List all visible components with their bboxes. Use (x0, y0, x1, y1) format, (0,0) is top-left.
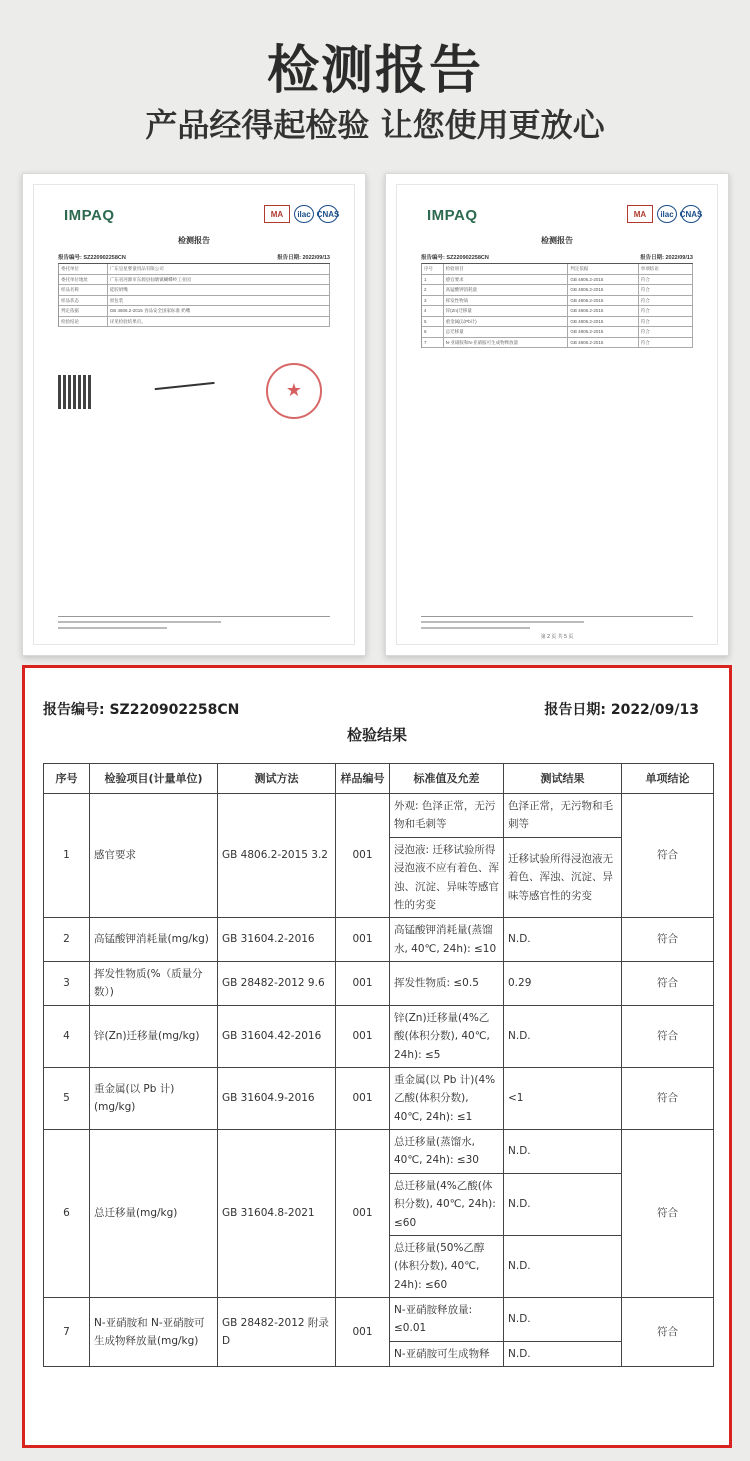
thumbnail-table-cell: 样品名称 (59, 285, 108, 295)
standard-value: 总迁移量(蒸馏水, 40℃, 24h): ≤30 (390, 1130, 504, 1174)
thumbnail-table-row (59, 317, 330, 328)
thumbnail-table-cell: 高锰酸钾消耗量 (444, 285, 569, 295)
thumbnail-table-row (422, 285, 693, 296)
test-result: N.D. (504, 1298, 622, 1342)
thumbnail-table-cell: 1 (422, 275, 444, 285)
standard-value: N-亚硝胺可生成物释 (390, 1341, 504, 1366)
thumbnail-table-cell: 2 (422, 285, 444, 295)
row-number: 1 (44, 794, 90, 918)
thumbnail-table-cell: 判定依据 (59, 306, 108, 316)
standard-value: 锌(Zn)迁移量(4%乙酸(体积分数), 40℃, 24h): ≤5 (390, 1005, 504, 1067)
signature-icon (153, 370, 214, 390)
test-result: <1 (504, 1067, 622, 1129)
thumbnail-table-cell: 详见检验结果页。 (108, 317, 330, 327)
table-row (44, 794, 714, 838)
thumbnail-table-cell: 广东省河源市东源县仙塘镇蝴蝶岭工业园 (108, 275, 330, 285)
test-method: GB 31604.8-2021 (218, 1130, 336, 1298)
impaq-logo: IMPAQ (64, 207, 115, 224)
report-thumbnail-summary (385, 173, 729, 656)
column-header: 样品编号 (336, 764, 390, 794)
sample-number: 001 (336, 1005, 390, 1067)
test-result: N.D. (504, 918, 622, 962)
thumbnail-table-row (422, 338, 693, 349)
sample-number: 001 (336, 1130, 390, 1298)
thumbnail-table-cell: 符合 (639, 275, 693, 285)
standard-value: 外观: 色泽正常，无污物和毛刺等 (390, 794, 504, 838)
thumbnail-table-cell: 7 (422, 338, 444, 348)
thumbnail-table-cell: GB 4806.2-2015 (568, 317, 638, 327)
thumbnail-table-row (59, 306, 330, 317)
thumbnail-footer (58, 616, 330, 630)
test-item: 锌(Zn)迁移量(mg/kg) (90, 1005, 218, 1067)
thumbnail-table-row (422, 306, 693, 317)
cma-mark-icon: MA (627, 205, 653, 223)
standard-value: 总迁移量(50%乙醇(体积分数), 40℃, 24h): ≤60 (390, 1235, 504, 1297)
thumbnail-table-cell: 原包装 (108, 296, 330, 306)
thumbnail-meta (58, 253, 330, 261)
column-header: 测试结果 (504, 764, 622, 794)
item-conclusion: 符合 (622, 794, 714, 918)
thumbnail-table-cell: 6 (422, 327, 444, 337)
result-header (43, 699, 699, 719)
row-number: 7 (44, 1298, 90, 1367)
thumbnail-table-cell: 锌(Zn)迁移量 (444, 306, 569, 316)
row-number: 2 (44, 918, 90, 962)
thumbnail-table-cell: GB 4806.2-2015 (568, 338, 638, 348)
sample-number: 001 (336, 794, 390, 918)
thumbnail-table-cell: GB 4806.2-2015 食品安全国家标准 奶嘴 (108, 306, 330, 316)
table-header-row (44, 764, 714, 794)
row-number: 6 (44, 1130, 90, 1298)
thumbnail-table-row (422, 327, 693, 338)
thumbnail-title: 检测报告 (178, 236, 210, 245)
thumbnail-table-cell: 符合 (639, 327, 693, 337)
thumbnail-table-cell: 广东皇星婴童用品有限公司 (108, 264, 330, 274)
test-result: 迁移试验所得浸泡液无着色、浑浊、沉淀、异味等感官性的劣变 (504, 837, 622, 918)
report-number: 报告编号: SZ220902258CN (43, 702, 240, 718)
page-title: 检测报告 (266, 41, 483, 101)
standard-value: 重金属(以 Pb 计)(4%乙酸(体积分数), 40℃, 24h): ≤1 (390, 1067, 504, 1129)
test-method: GB 28482-2012 9.6 (218, 962, 336, 1006)
ilac-mark-icon: ilac (294, 205, 314, 223)
test-method: GB 28482-2012 附录 D (218, 1298, 336, 1367)
sample-number: 001 (336, 1067, 390, 1129)
column-header: 单项结论 (622, 764, 714, 794)
standard-value: 高锰酸钾消耗量(蒸馏水, 40℃, 24h): ≤10 (390, 918, 504, 962)
thumbnail-table-cell: 符合 (639, 317, 693, 327)
thumbnail-table-row (59, 296, 330, 307)
test-result: 色泽正常，无污物和毛刺等 (504, 794, 622, 838)
thumbnail-report-no: 报告编号: SZ220902258CN (421, 255, 489, 261)
thumbnail-report-no: 报告编号: SZ220902258CN (58, 255, 126, 261)
report-date: 报告日期: 2022/09/13 (544, 702, 699, 718)
cma-mark-icon: MA (264, 205, 290, 223)
test-result-section (22, 665, 732, 1448)
thumbnail-table-cell: GB 4806.2-2015 (568, 306, 638, 316)
row-number: 4 (44, 1005, 90, 1067)
sample-number: 001 (336, 918, 390, 962)
thumbnail-table-cell: 4 (422, 306, 444, 316)
thumbnail-table-cell: 检验结论 (59, 317, 108, 327)
test-item: 感官要求 (90, 794, 218, 918)
certification-marks (264, 205, 338, 223)
thumbnail-table-cell: 单项结论 (639, 264, 693, 274)
sample-number: 001 (336, 1298, 390, 1367)
test-method: GB 4806.2-2015 3.2 (218, 794, 336, 918)
item-conclusion: 符合 (622, 1130, 714, 1298)
thumbnail-table-row (59, 275, 330, 286)
table-row (44, 1067, 714, 1129)
test-result: N.D. (504, 1341, 622, 1366)
test-method: GB 31604.2-2016 (218, 918, 336, 962)
item-conclusion: 符合 (622, 918, 714, 962)
results-table (43, 763, 714, 1367)
test-item: 高锰酸钾消耗量(mg/kg) (90, 918, 218, 962)
test-item: 挥发性物质(%（质量分数）) (90, 962, 218, 1006)
thumbnail-table-cell: N-亚硝胺和N-亚硝胺可生成物释放量 (444, 338, 569, 348)
report-thumbnail-cover (22, 173, 366, 656)
test-result: N.D. (504, 1130, 622, 1174)
qr-code-icon (58, 375, 92, 409)
item-conclusion: 符合 (622, 1067, 714, 1129)
test-item: 重金属(以 Pb 计)(mg/kg) (90, 1067, 218, 1129)
cnas-mark-icon: CNAS (681, 205, 701, 223)
table-row (44, 1005, 714, 1067)
thumbnail-table-row (422, 264, 693, 275)
thumbnail-table-cell: 符合 (639, 285, 693, 295)
thumbnail-summary-table (421, 263, 693, 348)
sample-number: 001 (336, 962, 390, 1006)
thumbnail-table-cell: 委托单位 (59, 264, 108, 274)
thumbnail-table-cell: 样品状态 (59, 296, 108, 306)
certification-marks (627, 205, 701, 223)
thumbnail-table-cell: 5 (422, 317, 444, 327)
thumbnail-table-cell: 重金属(以Pb计) (444, 317, 569, 327)
thumbnail-table-cell: GB 4806.2-2015 (568, 327, 638, 337)
thumbnail-report-date: 报告日期: 2022/09/13 (640, 255, 693, 261)
thumbnail-table-cell: 符合 (639, 306, 693, 316)
official-seal-icon (266, 363, 322, 419)
thumbnail-table-row (422, 317, 693, 328)
result-title: 检验结果 (346, 726, 407, 744)
test-item: N-亚硝胺和 N-亚硝胺可生成物释放量(mg/kg) (90, 1298, 218, 1367)
thumbnail-table-row (422, 275, 693, 286)
standard-value: 挥发性物质: ≤0.5 (390, 962, 504, 1006)
test-result: N.D. (504, 1005, 622, 1067)
table-row (44, 962, 714, 1006)
test-result: N.D. (504, 1173, 622, 1235)
table-row (44, 918, 714, 962)
standard-value: 总迁移量(4%乙酸(体积分数), 40℃, 24h): ≤60 (390, 1173, 504, 1235)
thumbnail-footer (421, 616, 693, 630)
thumbnail-table-cell: 判定依据 (568, 264, 638, 274)
cnas-mark-icon: CNAS (318, 205, 338, 223)
thumbnail-table-row (59, 264, 330, 275)
thumbnail-table-row (422, 296, 693, 307)
thumbnail-table-cell: 检验项目 (444, 264, 569, 274)
column-header: 测试方法 (218, 764, 336, 794)
thumbnail-report-date: 报告日期: 2022/09/13 (277, 255, 330, 261)
thumbnail-table-cell: 总迁移量 (444, 327, 569, 337)
table-row (44, 1130, 714, 1174)
thumbnail-table-cell: 3 (422, 296, 444, 306)
test-method: GB 31604.42-2016 (218, 1005, 336, 1067)
thumbnail-table-cell: 符合 (639, 338, 693, 348)
standard-value: 浸泡液: 迁移试验所得浸泡液不应有着色、浑浊、沉淀、异味等感官性的劣变 (390, 837, 504, 918)
thumbnail-page-number: 第 2 页 共 5 页 (540, 634, 574, 640)
thumbnail-table-cell: GB 4806.2-2015 (568, 285, 638, 295)
thumbnail-table-cell: GB 4806.2-2015 (568, 296, 638, 306)
row-number: 5 (44, 1067, 90, 1129)
test-result: N.D. (504, 1235, 622, 1297)
thumbnail-table-cell: 挥发性物质 (444, 296, 569, 306)
row-number: 3 (44, 962, 90, 1006)
test-result: 0.29 (504, 962, 622, 1006)
thumbnail-table-cell: 感官要求 (444, 275, 569, 285)
thumbnail-table-cell: 序号 (422, 264, 444, 274)
test-method: GB 31604.9-2016 (218, 1067, 336, 1129)
thumbnail-info-table (58, 263, 330, 327)
standard-value: N-亚硝胺释放量: ≤0.01 (390, 1298, 504, 1342)
table-row (44, 1298, 714, 1342)
column-header: 标准值及允差 (390, 764, 504, 794)
thumbnail-table-cell: 硅胶奶嘴 (108, 285, 330, 295)
impaq-logo: IMPAQ (427, 207, 478, 224)
test-item: 总迁移量(mg/kg) (90, 1130, 218, 1298)
item-conclusion: 符合 (622, 1298, 714, 1367)
page-subtitle: 产品经得起检验 让您使用更放心 (145, 106, 605, 144)
item-conclusion: 符合 (622, 1005, 714, 1067)
column-header: 检验项目(计量单位) (90, 764, 218, 794)
item-conclusion: 符合 (622, 962, 714, 1006)
column-header: 序号 (44, 764, 90, 794)
thumbnail-table-cell: GB 4806.2-2015 (568, 275, 638, 285)
ilac-mark-icon: ilac (657, 205, 677, 223)
thumbnail-table-cell: 委托单位地址 (59, 275, 108, 285)
thumbnail-table-cell: 符合 (639, 296, 693, 306)
thumbnail-table-row (59, 285, 330, 296)
thumbnail-meta (421, 253, 693, 261)
thumbnail-title: 检测报告 (541, 236, 573, 245)
